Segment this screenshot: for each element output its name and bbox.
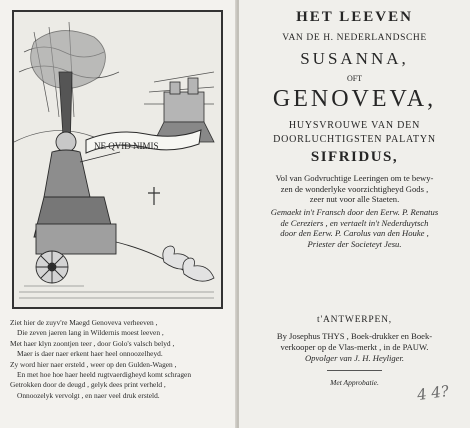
- imprint-city: t'ANTWERPEN,: [317, 315, 392, 325]
- title-page: [239, 0, 470, 428]
- title-line-1: HET LEEVEN: [296, 9, 413, 25]
- description-line: Vol van Godvruchtige Leeringen om te bewy-: [275, 173, 434, 183]
- title-oft: OFT: [346, 74, 363, 83]
- verse-line: Maer is daer naer erkent haer heel onnoozelheyd.: [17, 349, 163, 359]
- verse-line: Onnoozelyk vervolgt , en naer veel druk ersteld.: [17, 390, 160, 400]
- verse-line: Getrokken door de deugd , gelyk dees print verheld ,: [10, 380, 166, 390]
- title-line-2: VAN DE H. NEDERLANDSCHE: [282, 33, 427, 43]
- title-genoveva: GENOVEVA,: [272, 86, 437, 112]
- publisher-line: verkooper op de Vlas-merkt , in de PAUW.: [280, 342, 429, 352]
- approbation-text: Met Approbatie.: [330, 378, 379, 387]
- description-line: zeer nut voor alle Staeten.: [309, 194, 400, 205]
- woodcut-illustration: [12, 10, 223, 309]
- title-line-6: HUYSVROUWE VAN DEN: [288, 120, 421, 131]
- title-line-7: DOORLUCHTIGSTEN PALATYN: [273, 134, 436, 145]
- description-paragraph: [245, 173, 464, 205]
- description-line: zen de wonderlyke voorzichtigheyd Gods ,: [280, 183, 429, 194]
- authors-line: de Cereziers , en vertaelt in't Nederduytsch: [280, 217, 429, 228]
- verse-caption: [10, 318, 232, 401]
- authors-line: Gemaekt in't Fransch door den Eerw. P. Renatus: [270, 207, 439, 217]
- banner-text: NE QVID NIMIS: [94, 141, 159, 151]
- publisher-line: By Josephus THYS , Boek-drukker en Boek-: [276, 331, 433, 341]
- verse-line: Ziet hier de zuyv're Maegd Genoveva verheeven ,: [10, 318, 158, 327]
- authors-line: Priester der Societeyt Jesu.: [307, 238, 402, 249]
- publisher-block: [243, 331, 466, 364]
- verse-line: Die zeven jaeren lang in Wildernis moest leeven ,: [17, 328, 164, 338]
- verse-line: Met haer klyn zoontjen teer , door Golo's valsch belyd ,: [10, 338, 175, 348]
- handwritten-mark: 4 4?: [415, 381, 451, 405]
- publisher-line: Opvolger van J. H. Heyliger.: [304, 353, 405, 363]
- authors-paragraph: [245, 207, 464, 249]
- verse-line: En met hoe hoe haer heeld rugtvaerdigheyd komt schragen: [17, 370, 192, 380]
- divider-rule: [327, 370, 382, 371]
- title-susanna: SUSANNA,: [300, 49, 409, 68]
- verse-line: Zy word hier naer ersteld , weer op den Gulden-Wagen ,: [10, 359, 177, 369]
- authors-line: door den Eerw. P. Carolus van den Houke ,: [280, 228, 429, 239]
- woodcut-engraving: [14, 12, 221, 307]
- title-sifridus: SIFRIDUS,: [310, 149, 399, 165]
